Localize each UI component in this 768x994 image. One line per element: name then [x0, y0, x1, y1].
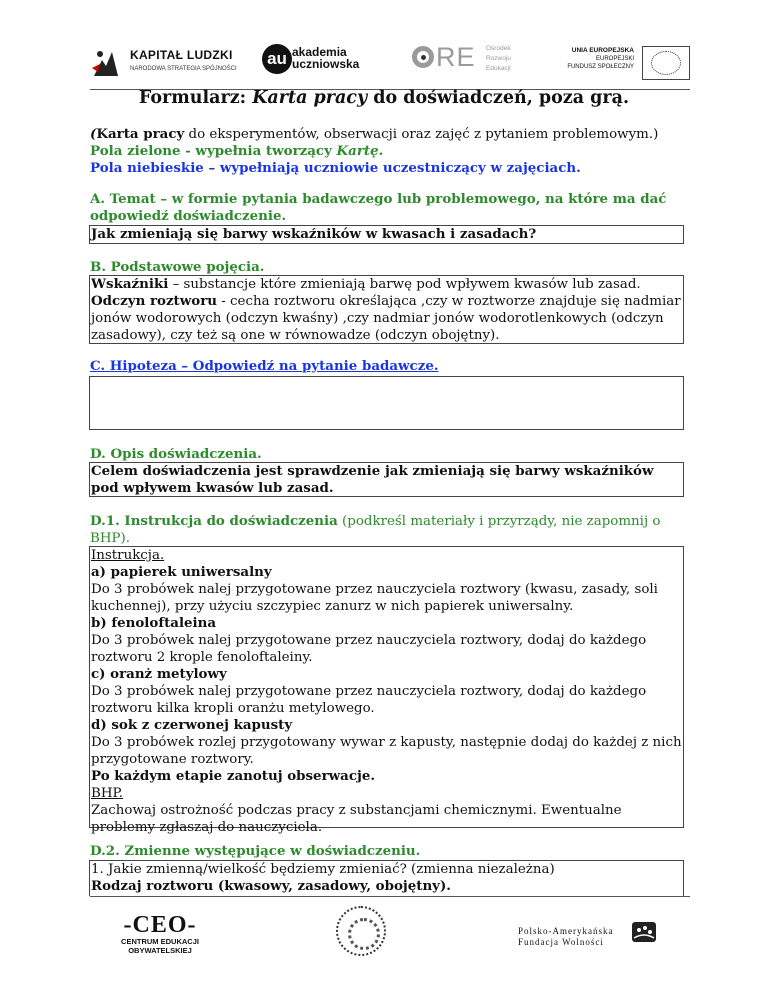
section-d2-field	[89, 860, 684, 896]
eu-text	[548, 47, 634, 71]
logo-kapital-title: KAPITAŁ LUDZKI	[130, 48, 233, 62]
term-wskazniki: Wskaźniki	[91, 276, 169, 292]
ore-logo	[412, 40, 522, 88]
bhp-label: BHP.	[91, 786, 124, 801]
akademia-uczniowska-logo	[262, 40, 382, 88]
header-logos	[90, 40, 690, 88]
instr-b-title: b) fenoloftaleina	[91, 615, 217, 631]
instr-b-text: Do 3 probówek nalej przygotowane przez nauczyciela roztwory, dodaj do każdego roztworu 2 krople fenoloftaleiny.	[91, 633, 647, 665]
au-mark: au	[262, 44, 292, 74]
section-d-heading: D. Opis doświadczenia.	[90, 446, 262, 462]
section-d2-heading: D.2. Zmienne występujące w doświadczeniu.	[90, 843, 421, 859]
instr-a-title: a) papierek uniwersalny	[91, 564, 272, 580]
eu-flag-icon	[642, 46, 690, 80]
instr-a-text: Do 3 probówek nalej przygotowane przez nauczyciela roztwory (kwasu, zasady, soli kuchennej), przy użyciu szczypiec zanurz w nich papierek uniwersalny.	[91, 582, 658, 614]
instr-label: Instrukcja.	[91, 548, 165, 563]
section-c-heading: C. Hipoteza – Odpowiedź na pytanie badawcze.	[90, 358, 439, 374]
intro	[90, 126, 690, 177]
d1-heading-main: D.1. Instrukcja do doświadczenia	[90, 513, 338, 529]
d2-question1: 1. Jakie zmienną/wielkość będziemy zmieniać? (zmienna niezależna)	[91, 862, 555, 877]
ore-o-icon	[412, 46, 434, 68]
paf-emblem-icon	[630, 918, 658, 946]
au-line1: akademia	[292, 45, 347, 59]
eu-logo	[548, 40, 688, 88]
logo-kapital-subtitle: NARODOWA STRATEGIA SPÓJNOŚCI	[130, 66, 237, 72]
section-b-heading: B. Podstawowe pojęcia.	[90, 259, 265, 275]
kapital-ludzki-logo	[90, 40, 240, 88]
instr-c-text: Do 3 probówek nalej przygotowane przez nauczyciela roztwory, dodaj do każdego roztworu kilka kropli oranżu metylowego.	[91, 684, 647, 716]
d2-answer1[interactable]: Rodzaj roztworu (kwasowy, zasadowy, obojętny).	[91, 878, 451, 894]
eu-line3: FUNDUSZ SPOŁECZNY	[567, 64, 634, 70]
section-c-field[interactable]	[89, 376, 684, 430]
bhp-text: Zachowaj ostrożność podczas pracy z substancjami chemicznymi. Ewentualne problemy zgłaszaj do nauczyciela.	[91, 803, 622, 835]
instr-c-title: c) oranż metylowy	[91, 666, 227, 682]
ore-sub3: Edukacji	[486, 65, 511, 72]
footer-logos	[90, 900, 690, 970]
paf-logo	[518, 926, 614, 948]
ceo-name: CENTRUM EDUKACJI OBYWATELSKIEJ	[121, 937, 199, 955]
kapital-ludzki-icon	[90, 46, 120, 80]
d1-heading-note: (podkreśl materiały i przyrządy, nie zapomnij o BHP).	[90, 514, 661, 546]
ore-sub1: Ośrodek	[486, 45, 511, 52]
section-a-heading: A. Temat – w formie pytania badawczego lub problemowego, na które ma dać odpowiedź doświadczenie.	[90, 191, 667, 224]
seal-icon	[336, 906, 386, 956]
section-b-field	[89, 275, 684, 344]
instr-summary: Po każdym etapie zanotuj obserwacje.	[91, 768, 376, 784]
section-d-field: Celem doświadczenia jest sprawdzenie jak zmieniają się barwy wskaźników pod wpływem kwasów lub zasad.	[89, 462, 684, 497]
section-d1-field	[89, 546, 684, 835]
ore-sub2: Rozwoju	[486, 55, 511, 62]
paf-line2: Fundacja Wolności	[518, 937, 604, 947]
def-odczyn: - cecha roztworu określająca ,czy w roztworze znajduje się nadmiar jonów wodorowych (odczyn kwaśny) ,czy nadmiar jonów wodorotlenkowych (odczyn zasadowy), czy też są one w równowadze (odczyn obojętny).	[91, 294, 681, 343]
au-line2: uczniowska	[292, 57, 360, 71]
intro-line1: (Karta pracy do eksperymentów, obserwacji oraz zajęć z pytaniem problemowym.)	[90, 126, 659, 142]
section-d1-heading	[90, 513, 680, 547]
paf-line1: Polsko-Amerykańska	[518, 926, 614, 936]
intro-green-line: Pola zielone - wypełnia tworzący Kartę.	[90, 143, 384, 159]
eu-line2: EUROPEJSKI	[595, 56, 634, 62]
ore-subtext	[486, 44, 511, 74]
instr-d-title: d) sok z czerwonej kapusty	[91, 717, 293, 733]
def-wskazniki: – substancje które zmieniają barwę pod wpływem kwasów lub zasad.	[168, 277, 641, 292]
footer-divider	[90, 896, 690, 897]
ceo-mark: -CEO-	[123, 912, 197, 938]
eu-line1: UNIA EUROPEJSKA	[571, 47, 634, 54]
term-odczyn: Odczyn roztworu	[91, 293, 217, 309]
eu-stars-icon	[651, 51, 681, 75]
ceo-logo	[90, 912, 230, 955]
section-a-field[interactable]: Jak zmieniają się barwy wskaźników w kwasach i zasadach?	[89, 225, 684, 244]
intro-blue-line: Pola niebieskie – wypełniają uczniowie uczestniczący w zajęciach.	[90, 160, 581, 176]
ore-letters: RE	[436, 42, 476, 72]
instr-d-text: Do 3 probówek rozlej przygotowany wywar z kapusty, następnie dodaj do każdej z nich przygotowane roztwory.	[91, 735, 682, 767]
page-title: Formularz: Karta pracy do doświadczeń, poza grą.	[138, 88, 630, 108]
